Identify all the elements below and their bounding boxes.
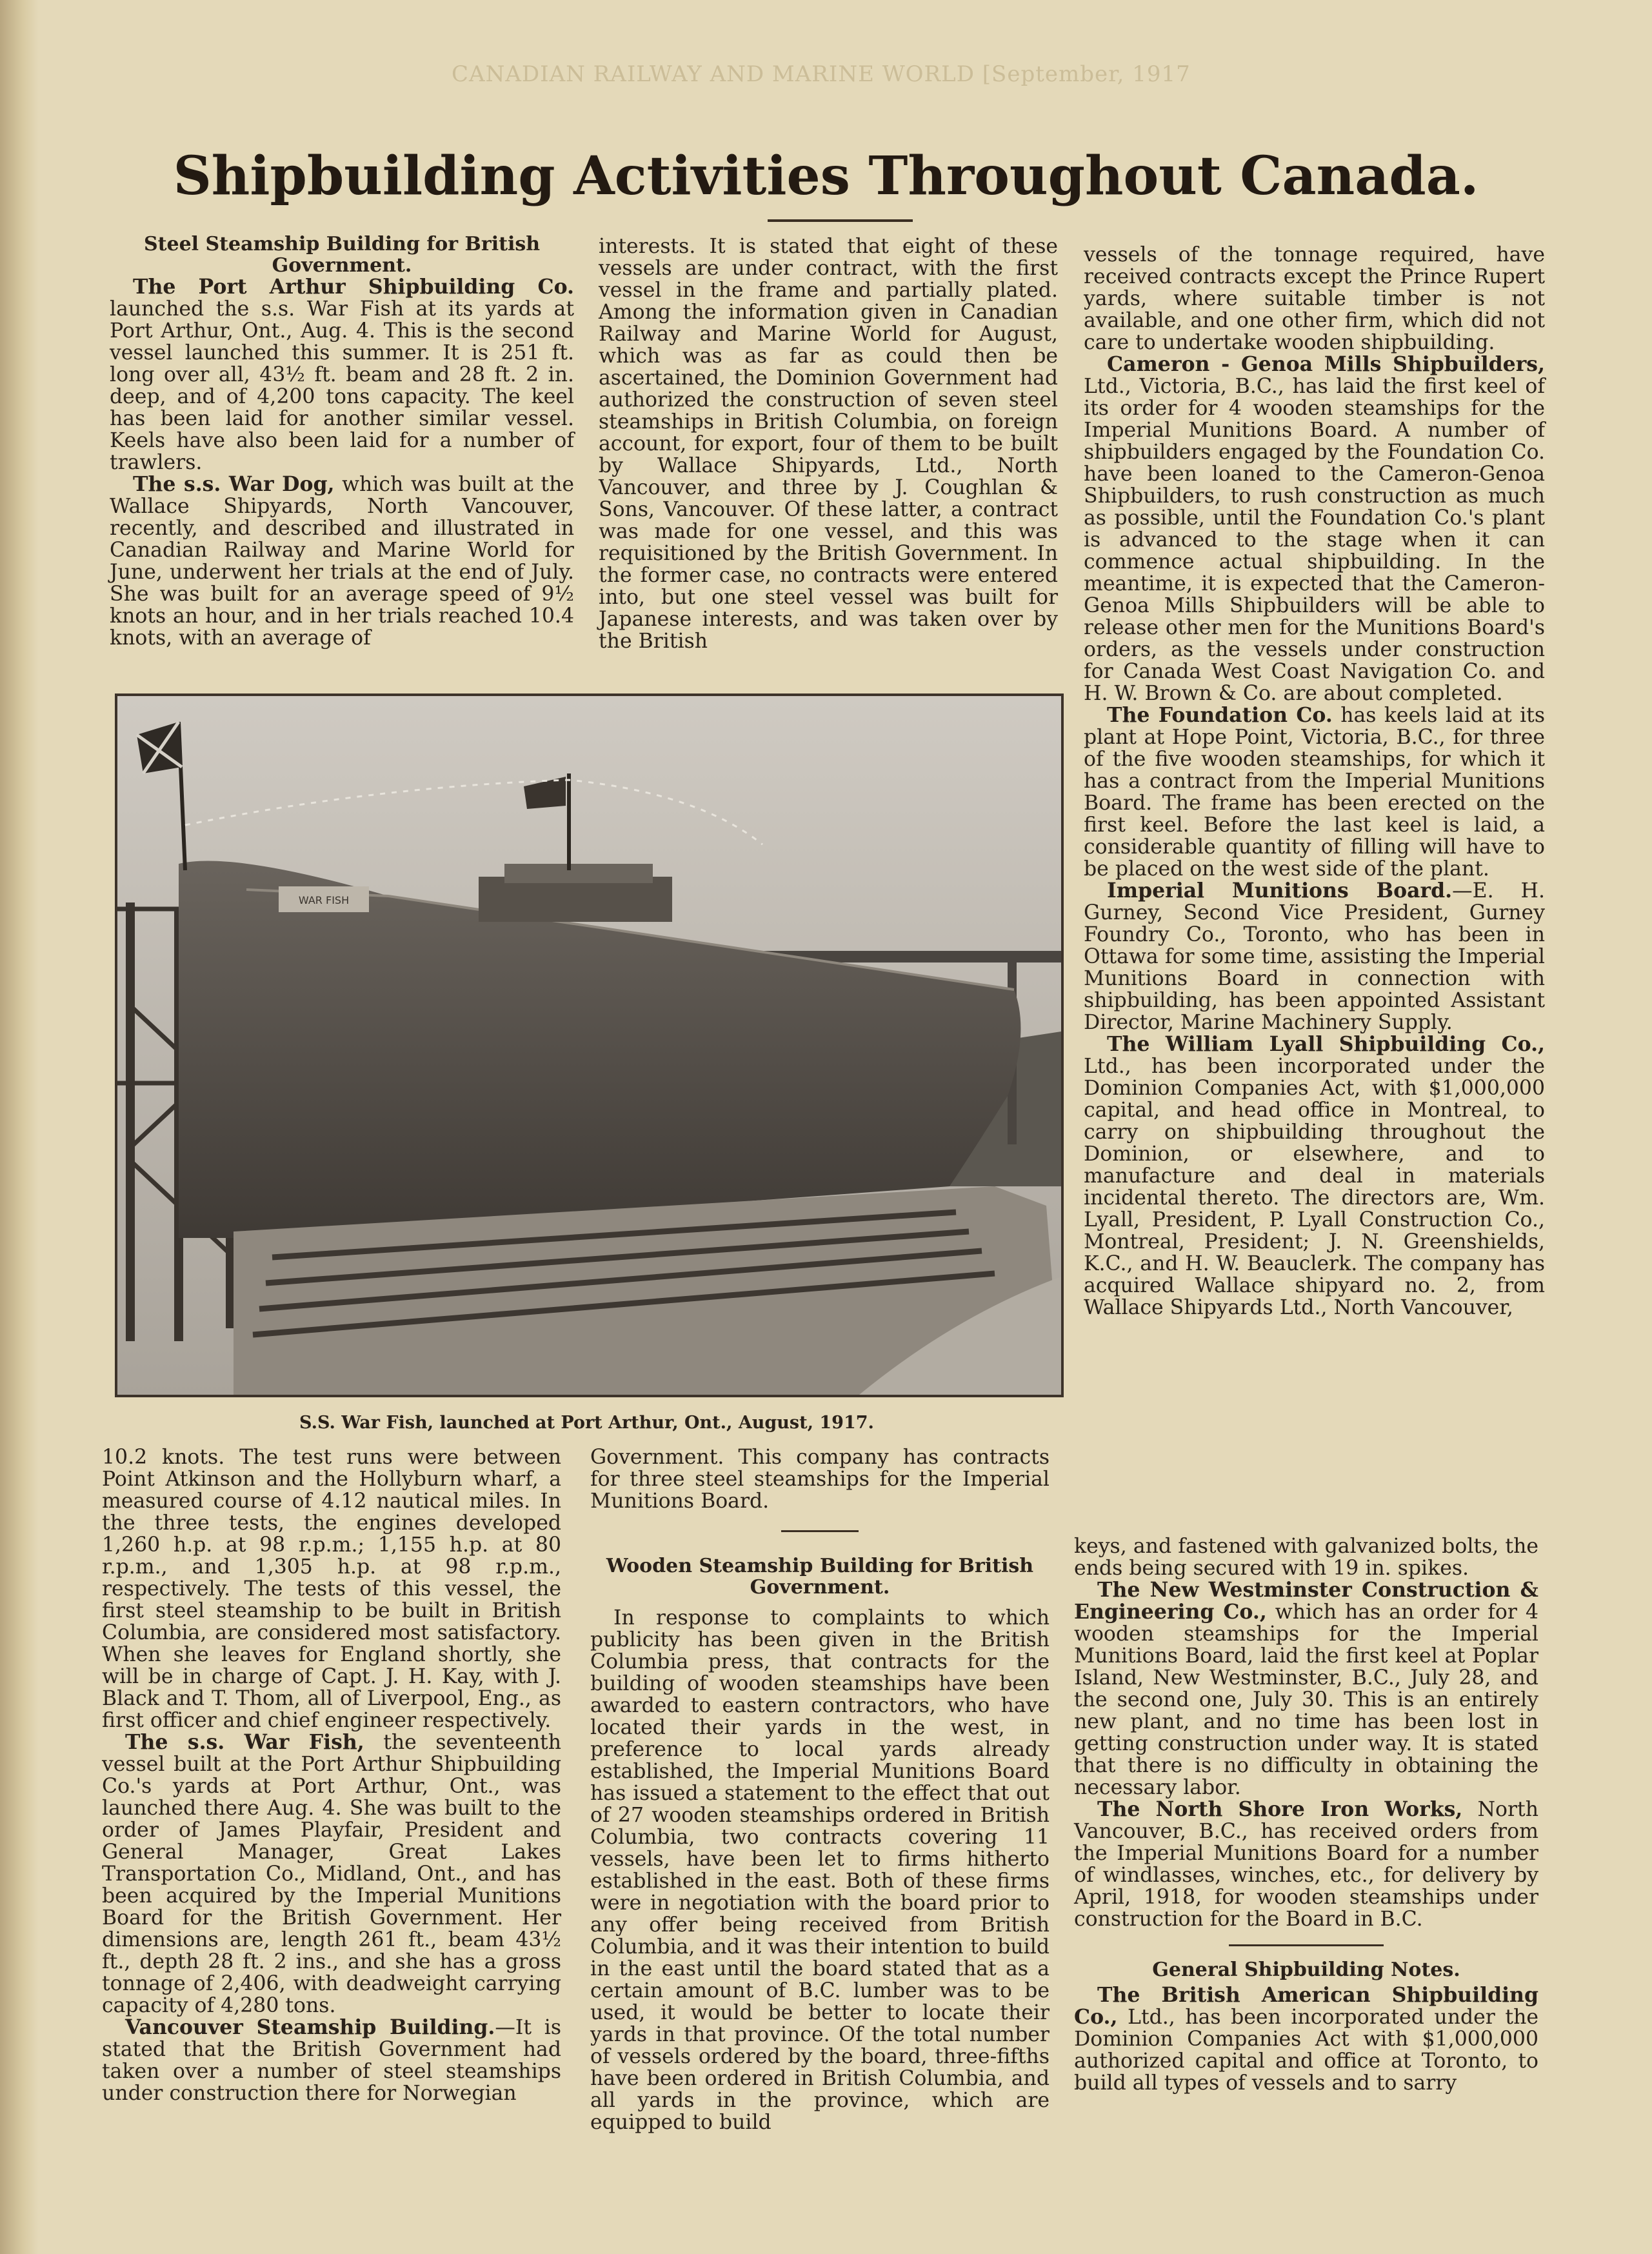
paragraph-lead: The s.s. War Dog, <box>133 472 335 496</box>
column-3-bottom <box>1074 1535 1538 2094</box>
column-2-bottom <box>590 1446 1050 2133</box>
paragraph-lead: The Foundation Co. <box>1107 703 1333 727</box>
paragraph-lead: The Port Arthur Shipbuilding Co. <box>133 275 574 299</box>
paragraph <box>102 2017 561 2104</box>
paragraph <box>1074 1799 1538 1930</box>
paragraph <box>1084 1033 1545 1319</box>
paragraph-text: —E. H. Gurney, Second Vice President, Gurney Foundry Co., Toronto, who has been in Ottawa for some time, assisting the Imperial Munitions Board in connection with shipbuilding, has been appointed Assistant Director, Marine Machinery Supply. <box>1084 879 1545 1034</box>
paragraph-lead: The s.s. War Fish, <box>125 1730 364 1754</box>
title-rule <box>768 219 913 222</box>
paragraph-text: Ltd., has been incorporated under the Dominion Companies Act, with $1,000,000 capital, and head office in Montreal, to carry on shipbuilding throughout the Dominion, or elsewhere, and to manufacture and deal in materials incidental thereto. The directors are, Wm. Lyall, President, P. Lyall Construction Co., Montreal, President; J. N. Greenshields, K.C., and H. W. Beauclerk. The company has acquired Wallace shipyard no. 2, from Wallace Shipyards Ltd., North Vancouver, <box>1084 1055 1545 1319</box>
paragraph-text: —It is stated that the British Government had taken over a number of steel steamships under construction there for Norwegian <box>102 2016 561 2105</box>
paragraph-text: Ltd., Victoria, B.C., has laid the first keel of its order for 4 wooden steamships for the Imperial Munitions Board. A number of shipbuilders engaged by the Foundation Co. have been loaned to the Cameron-Genoa Shipbuilders, to rush construction as much as possible, until the Foundation Co.'s plant is advanced to the stage when it can commence actual shipbuilding. In the meantime, it is expected that the Cameron-Genoa Mills Shipbuilders will be able to release other men for the Munitions Board's orders, as the vessels under construction for Canada West Coast Navigation Co. and H. W. Brown & Co. are about completed. <box>1084 375 1545 705</box>
paragraph-lead: The North Shore Iron Works, <box>1097 1797 1463 1821</box>
paragraph <box>1084 354 1545 704</box>
page-binding-shadow <box>0 0 39 2254</box>
bow-nameplate: WAR FISH <box>298 894 350 906</box>
paragraph-text: has keels laid at its plant at Hope Point, Victoria, B.C., for three of the five wooden steamships, for which it has a contract from the Imperial Munitions Board. The frame has been erected on the first keel. Before the last keel is laid, a considerable quantity of filling will have to be placed on the west side of the plant. <box>1084 704 1545 881</box>
paragraph-lead: The William Lyall Shipbuilding Co., <box>1107 1032 1545 1056</box>
section-heading-wooden: Wooden Steamship Building for British Government. <box>606 1555 1034 1599</box>
paragraph-text: which was built at the Wallace Shipyards, North Vancouver, recently, and described and illustrated in Canadian Railway and Marine World for June, underwent her trials at the end of July. She was built for an average speed of 9½ knots an hour, and in her trials reached 10.4 knots, with an average of <box>110 473 574 650</box>
paragraph: In response to complaints to which publicity has been given in the British Columbia press, that contracts for the building of wooden steamships have been awarded to eastern contractors, who have located their yards in the west, in preference to local yards already established, the Imperial Munitions Board has issued a statement to the effect that out of 27 wooden steamships ordered in British Columbia, two contracts covering 11 vessels, have been let to firms hitherto established in the east. Both of these firms were in negotiation with the board prior to any offer being received from British Columbia, and it was their intention to build in the east until the board stated that as a certain amount of B.C. lumber was to be used, it would be better to locate their yards in that province. Of the total number of vessels ordered by the board, three-fifths have been ordered in British Columbia, and all yards in the province, which are equipped to build <box>590 1606 1050 2134</box>
ship-launch-photo <box>115 693 1064 1397</box>
paragraph: keys, and fastened with galvanized bolts, the ends being secured with 19 in. spikes. <box>1074 1535 1538 1580</box>
column-3-top <box>1084 244 1545 1319</box>
column-2-top <box>599 235 1058 652</box>
paragraph: interests. It is stated that eight of these vessels are under contract, with the first vessel in the frame and partially plated. Among the information given in Canadian Railway and Marine World for August, which was as far as could then be ascertained, the Dominion Government had authorized the construction of seven steel steamships in British Columbia, on foreign account, for export, four of them to be built by Wallace Shipyards, Ltd., North Vancouver, and three by J. Coughlan & Sons, Vancouver. Of these latter, a contract was made for one vessel, and this was requisitioned by the British Government. In the former case, no contracts were entered into, but one steel vessel was built for Japanese interests, and was taken over by the British <box>599 235 1058 653</box>
section-heading-general: General Shipbuilding Notes. <box>1152 1959 1460 1981</box>
ship-photo-illustration <box>117 696 1061 1395</box>
section-heading-steel: Steel Steamship Building for British Government. <box>143 233 541 277</box>
paragraph-lead: Cameron - Genoa Mills Shipbuilders, <box>1107 352 1545 376</box>
paragraph: Government. This company has contracts for three steel steamships for the Imperial Munitions Board. <box>590 1446 1050 1513</box>
section-rule <box>781 1530 859 1532</box>
paragraph-lead: Vancouver Steamship Building. <box>125 2015 495 2039</box>
show-through-running-header: CANADIAN RAILWAY AND MARINE WORLD [September, 1917 <box>452 61 1191 87</box>
page-title: Shipbuilding Activities Throughout Canada. <box>173 145 1479 207</box>
paragraph-lead: Imperial Munitions Board. <box>1107 879 1453 903</box>
paragraph-text: which has an order for 4 wooden steamships for the Imperial Munitions Board, laid the first keel at Poplar Island, New Westminster, B.C., July 28, and the second one, July 30. This is an entirely new plant, and no time has been lost in getting construction under way. It is stated that there is no difficulty in obtaining the necessary labor. <box>1074 1601 1538 1799</box>
photo-caption: S.S. War Fish, launched at Port Arthur, Ont., August, 1917. <box>299 1413 874 1433</box>
paragraph-text: launched the s.s. War Fish at its yards at Port Arthur, Ont., Aug. 4. This is the second vessel launched this summer. It is 251 ft. long over all, 43½ ft. beam and 28 ft. 2 in. deep, and of 4,200 tons capacity. The keel has been laid for another similar vessel. Keels have also been laid for a number of trawlers. <box>110 297 574 474</box>
paragraph-lead: The New Westminster Construction & Engineering Co., <box>1074 1578 1538 1624</box>
paragraph: vessels of the tonnage required, have received contracts except the Prince Rupert yards, where suitable timber is not available, and one other firm, which did not care to undertake wooden shipbuilding. <box>1084 243 1545 354</box>
paragraph-text: the seventeenth vessel built at the Port Arthur Shipbuilding Co.'s yards at Port Arthur, Ont., was launched there Aug. 4. She was built to the order of James Playfair, President and General Manager, Great Lakes Transportation Co., Midland, Ont., and has been acquired by the Imperial Munitions Board for the British Government. Her dimensions are, length 261 ft., beam 43½ ft., depth 28 ft. 2 ins., and she has a gross tonnage of 2,406, with deadweight carrying capacity of 4,280 tons. <box>102 1731 562 2017</box>
paragraph-text: Ltd., has been incorporated under the Dominion Companies Act with $1,000,000 authorized capital and office at Toronto, to build all types of vessels and to sarry <box>1074 2006 1538 2095</box>
section-rule <box>1229 1944 1384 1946</box>
paragraph <box>1074 1579 1538 1799</box>
paragraph-lead: The British American Shipbuilding Co., <box>1074 1983 1538 2029</box>
paragraph: 10.2 knots. The test runs were between Point Atkinson and the Hollyburn wharf, a measured course of 4.12 nautical miles. In the three tests, the engines developed 1,260 h.p. at 98 r.p.m.; 1,155 h.p. at 80 r.p.m., and 1,305 h.p. at 98 r.p.m., respectively. The tests of this vessel, the first steel steamship to be built in British Columbia, are considered most satisfactory. When she leaves for England shortly, she will be in charge of Capt. J. H. Kay, with J. Black and T. Thom, all of Liverpool, Eng., as first officer and chief engineer respectively. <box>102 1446 561 1732</box>
paragraph-text: North Vancouver, B.C., has received orders from the Imperial Munitions Board for a number of windlasses, winches, etc., for delivery by April, 1918, for wooden steamships under construction for the Board in B.C. <box>1074 1798 1538 1931</box>
column-1-bottom <box>102 1446 561 2104</box>
column-1-top <box>110 234 574 649</box>
paragraph <box>110 276 574 474</box>
paragraph <box>1084 880 1545 1033</box>
paragraph <box>110 474 574 649</box>
paragraph <box>1084 704 1545 880</box>
paragraph <box>1074 1984 1538 2094</box>
paragraph <box>102 1731 561 2017</box>
